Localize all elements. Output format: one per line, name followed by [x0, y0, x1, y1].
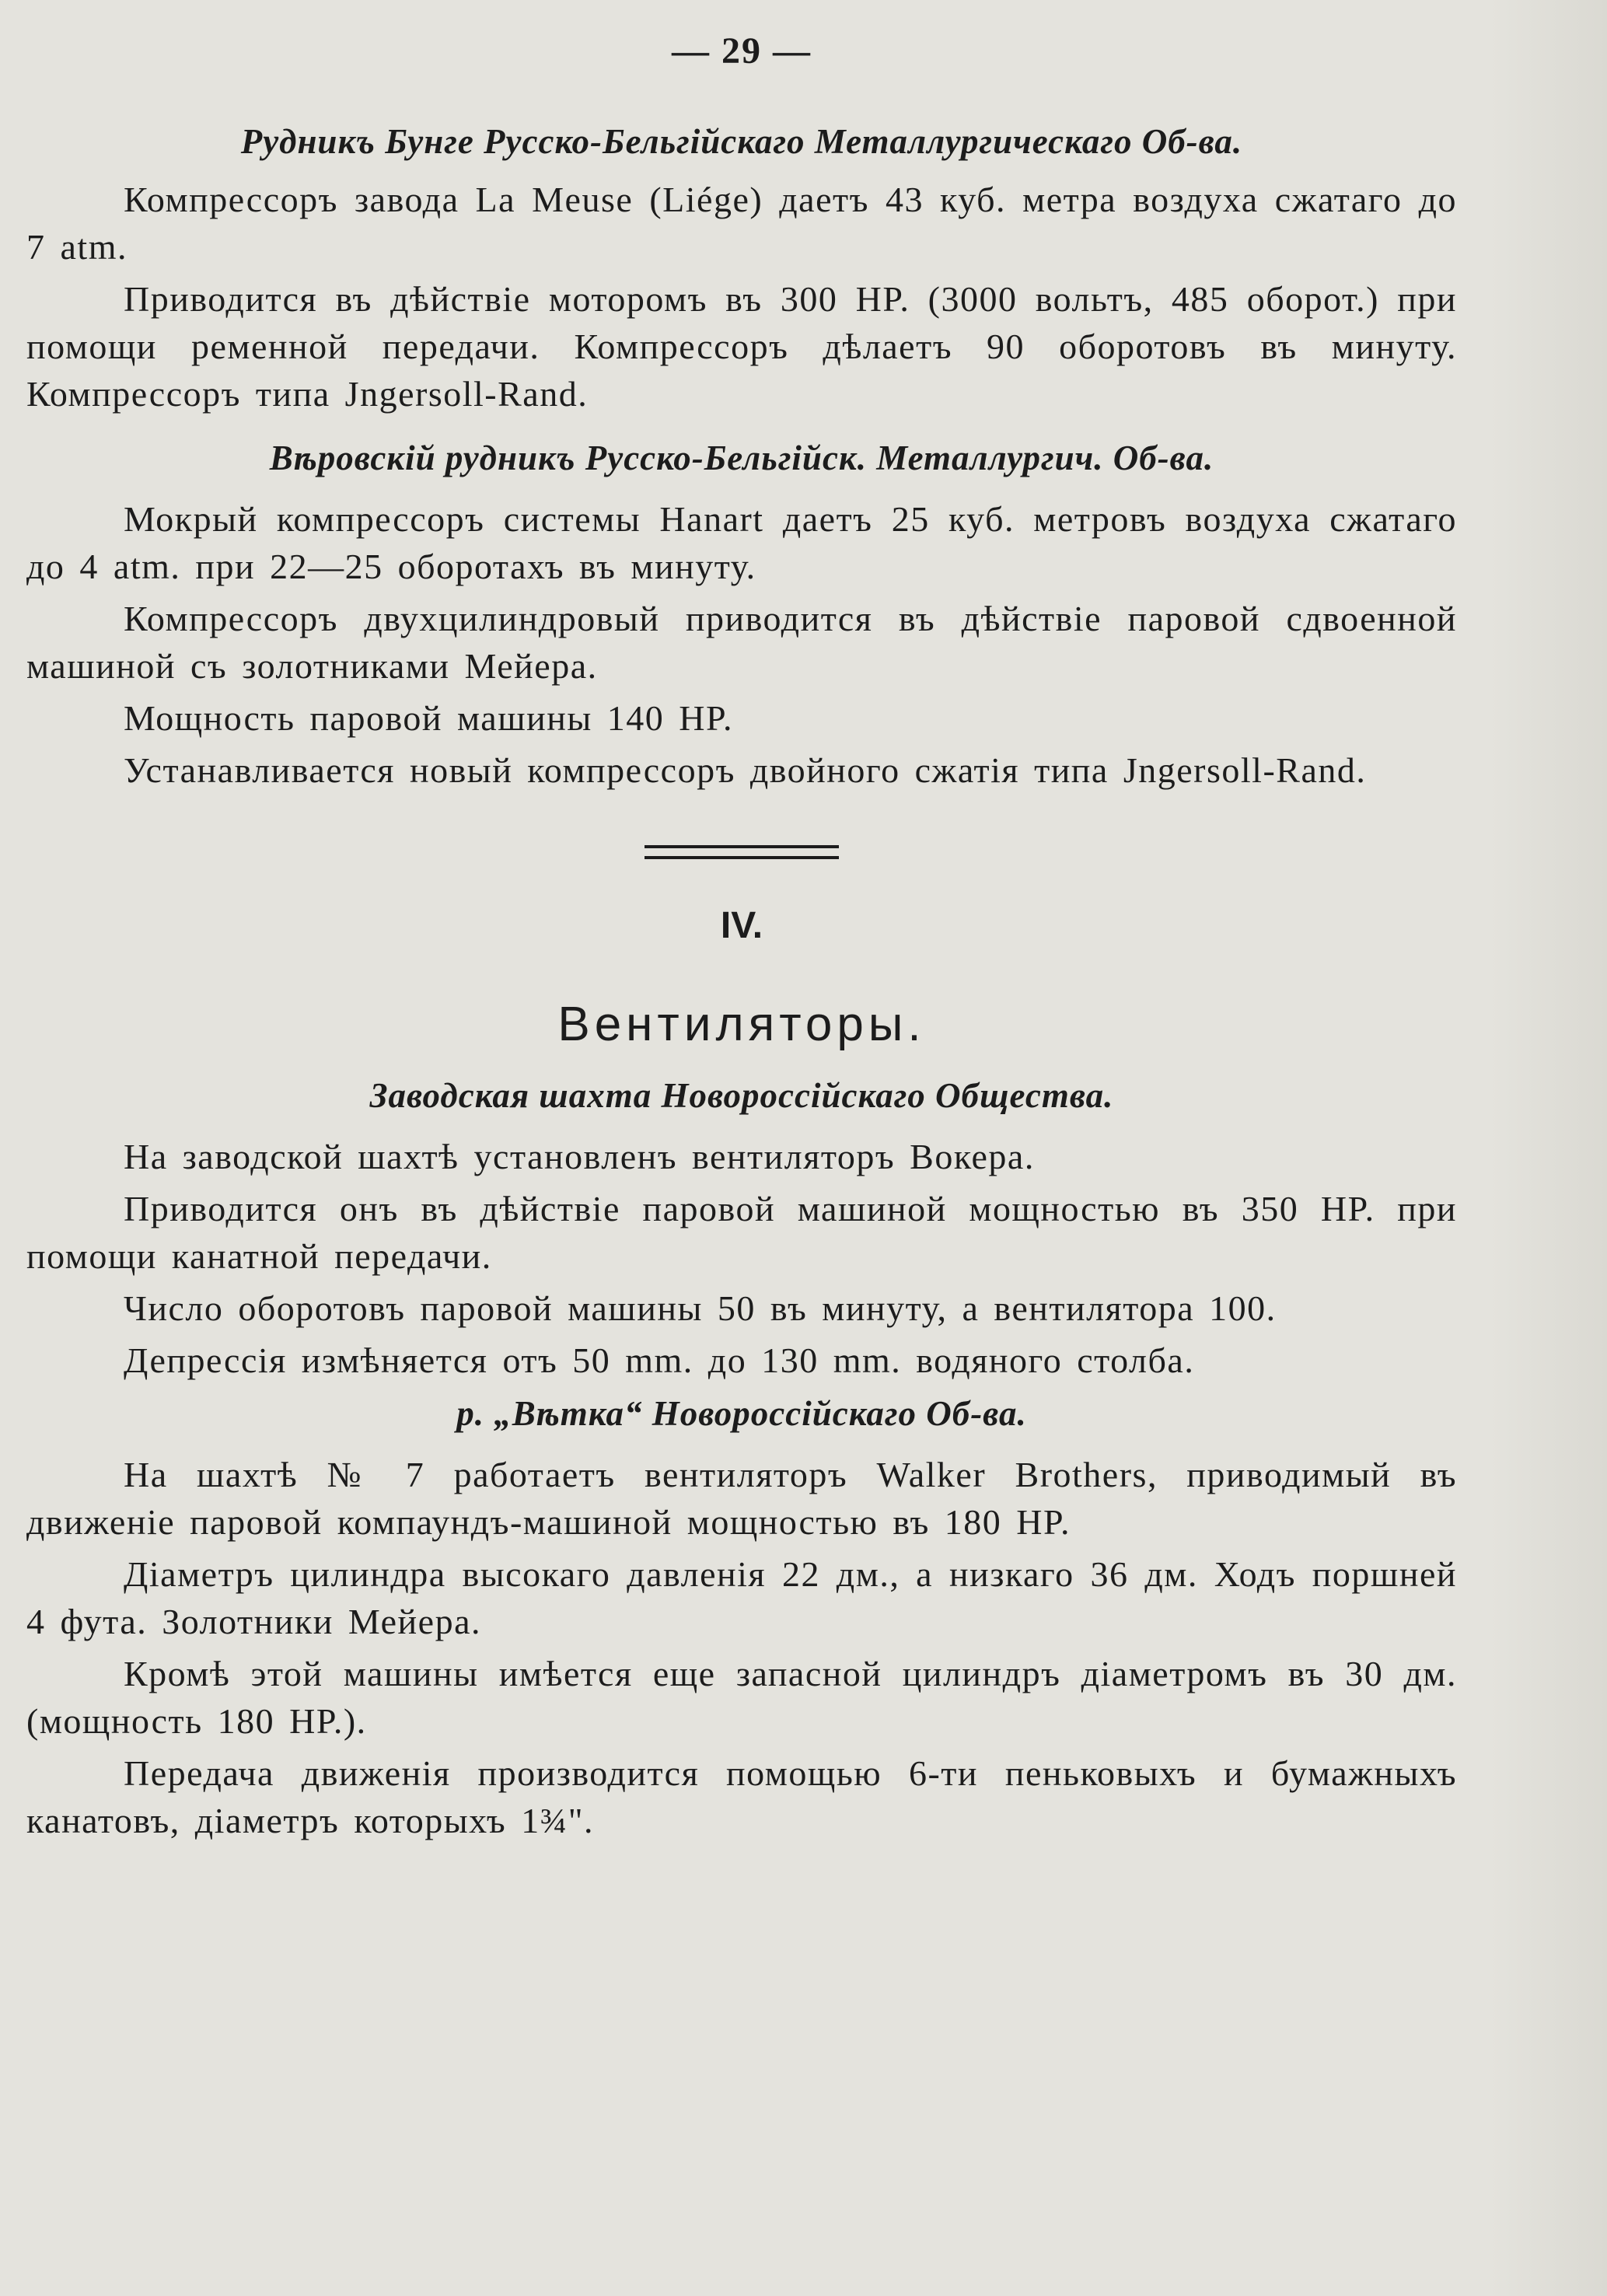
section-divider — [645, 845, 839, 859]
page-number: — 29 — — [672, 30, 812, 72]
chapter-number: IV. — [720, 905, 763, 946]
section-heading: Заводская шахта Новороссійскаго Общества. — [369, 1076, 1114, 1115]
section-heading: Вѣровскій рудникъ Русско-Бельгійск. Металлургич. Об-ва. — [269, 439, 1214, 477]
section-verovsky-mine — [26, 438, 1457, 794]
chapter-title: Вентиляторы. — [557, 998, 926, 1051]
section-factory-shaft — [26, 1075, 1457, 1384]
paragraph: Мокрый компрессоръ системы Hanart даетъ 25 куб. метровъ воздуха сжатаго до 4 atm. при 22—25 оборотахъ въ минуту. — [26, 499, 1457, 586]
paragraph: Депрессія измѣняется отъ 50 mm. до 130 mm. водяного столба. — [124, 1340, 1195, 1380]
paragraph: Кромѣ этой машины имѣется еще запасной цилиндръ діаметромъ въ 30 дм. (мощность 180 HP.). — [26, 1654, 1457, 1741]
paragraph: На заводской шахтѣ установленъ вентиляторъ Вокера. — [124, 1137, 1035, 1176]
page-shadow — [1490, 0, 1607, 2296]
section-bunge-mine — [26, 121, 1457, 418]
paragraph: Діаметръ цилиндра высокаго давленія 22 дм., а низкаго 36 дм. Ходъ поршней 4 фута. Золотники Мейера. — [26, 1554, 1457, 1641]
paragraph: Приводится онъ въ дѣйствіе паровой машиной мощностью въ 350 HP. при помощи канатной передачи. — [26, 1189, 1457, 1276]
page-content — [26, 16, 1457, 1844]
paragraph: Компрессоръ завода La Meuse (Liége) даетъ 43 куб. метра воздуха сжатаго до 7 atm. — [26, 180, 1457, 267]
section-heading: р. „Вѣтка“ Новороссійскаго Об-ва. — [456, 1394, 1027, 1433]
paragraph: Компрессоръ двухцилиндровый приводится въ дѣйствіе паровой сдвоенной машиной съ золотниками Мейера. — [26, 599, 1457, 686]
paragraph: Передача движенія производится помощью 6-ти пеньковыхъ и бумажныхъ канатовъ, діаметръ которыхъ 1¾". — [26, 1753, 1457, 1840]
paragraph: Число оборотовъ паровой машины 50 въ минуту, а вентилятора 100. — [124, 1288, 1277, 1328]
section-vetka-mine — [26, 1393, 1457, 1844]
section-heading: Рудникъ Бунге Русско-Бельгійскаго Металлургическаго Об-ва. — [240, 122, 1243, 161]
paragraph: Устанавливается новый компрессоръ двойного сжатія типа Jngersoll-Rand. — [124, 750, 1367, 790]
paragraph: Мощность паровой машины 140 HP. — [124, 698, 733, 738]
paragraph: Приводится въ дѣйствіе моторомъ въ 300 HP. (3000 вольтъ, 485 оборот.) при помощи ременной передачи. Компрессоръ дѣлаетъ 90 оборотовъ въ минуту. Компрессоръ типа Jngersoll-Rand. — [26, 279, 1457, 414]
paragraph: На шахтѣ № 7 работаетъ вентиляторъ Walker Brothers, приводимый въ движеніе паровой компаундъ-машиной мощностью въ 180 HP. — [26, 1455, 1457, 1542]
